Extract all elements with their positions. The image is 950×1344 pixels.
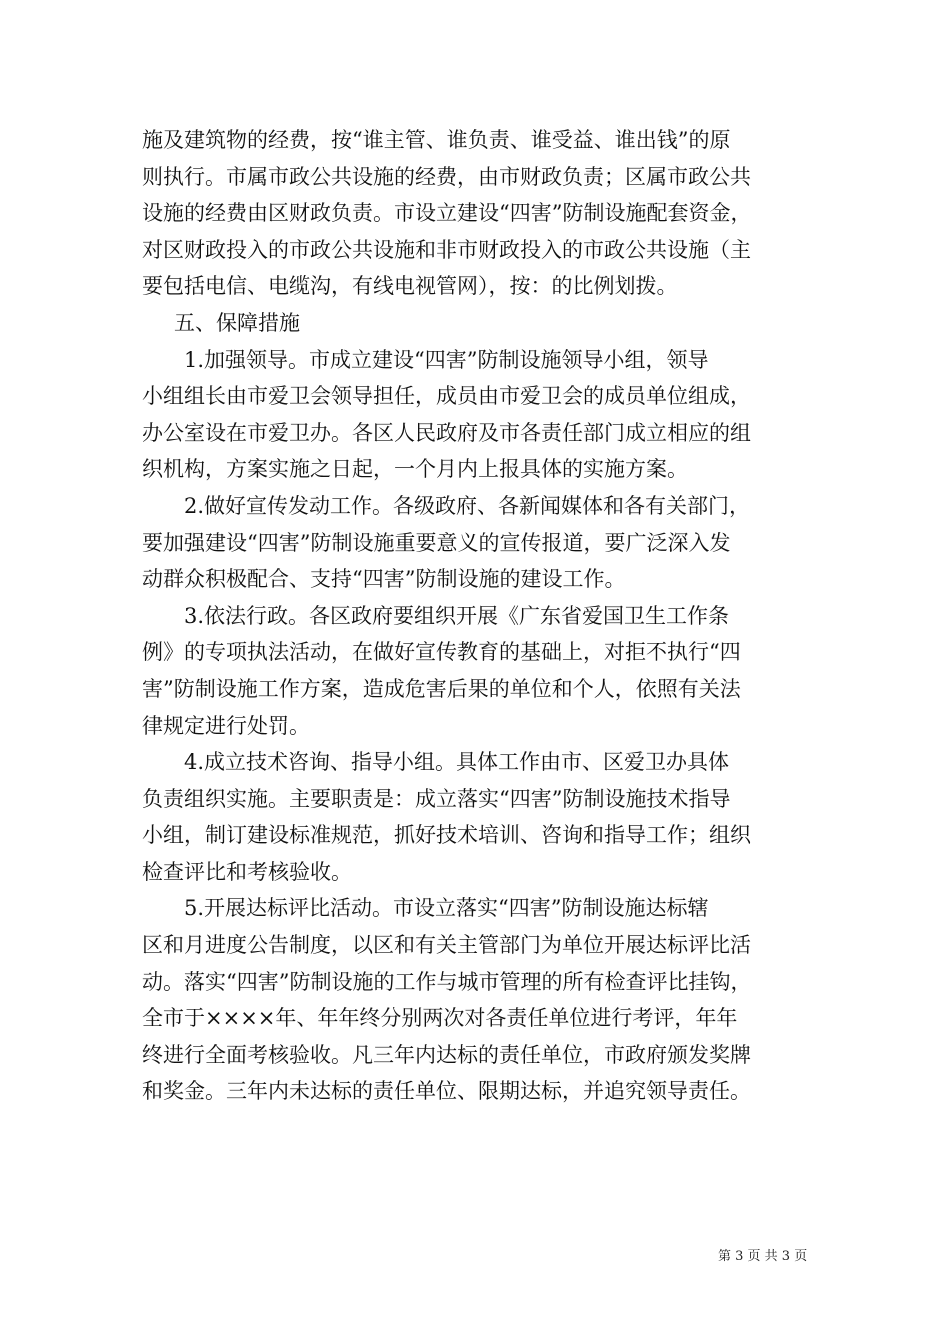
paragraph-first-line: 2.做好宣传发动工作。各级政府、各新闻媒体和各有关部门， xyxy=(184,493,751,518)
text-line: 对区财政投入的市政公共设施和非市财政投入的市政公共设施（主 xyxy=(142,237,751,262)
text-line: 办公室设在市爱卫办。各区人民政府及市各责任部门成立相应的组 xyxy=(142,420,751,445)
page-number: 第 3 页 共 3 页 xyxy=(718,1249,808,1264)
text-line: 施及建筑物的经费，按“谁主管、谁负责、谁受益、谁出钱”的原 xyxy=(142,128,731,152)
text-line: 则执行。市属市政公共设施的经费，由市财政负责；区属市政公共 xyxy=(142,164,751,189)
text-line: 设施的经费由区财政负责。市设立建设“四害”防制设施配套资金， xyxy=(142,201,752,226)
section-heading: 五、保障措施 xyxy=(174,310,300,335)
text-line: 例》的专项执法活动，在做好宣传教育的基础上，对拒不执行“四 xyxy=(142,640,741,665)
text-line: 织机构，方案实施之日起，一个月内上报具体的实施方案。 xyxy=(142,457,688,482)
text-line: 负责组织实施。主要职责是：成立落实“四害”防制设施技术指导 xyxy=(142,786,731,811)
text-line: 动。落实“四害”防制设施的工作与城市管理的所有检查评比挂钩， xyxy=(142,969,752,994)
paragraph-first-line: 5.开展达标评比活动。市设立落实“四害”防制设施达标辖 xyxy=(184,896,709,921)
text-line: 小组，制订建设标准规范，抓好技术培训、咨询和指导工作；组织 xyxy=(142,823,751,848)
text-line: 要加强建设“四害”防制设施重要意义的宣传报道，要广泛深入发 xyxy=(142,530,731,555)
paragraph-first-line: 4.成立技术咨询、指导小组。具体工作由市、区爱卫办具体 xyxy=(184,750,730,775)
text-line: 要包括电信、电缆沟，有线电视管网），按：的比例划拨。 xyxy=(142,274,678,299)
text-line: 律规定进行处罚。 xyxy=(142,713,310,738)
text-line: 小组组长由市爱卫会领导担任，成员由市爱卫会的成员单位组成， xyxy=(142,384,751,409)
text-line: 检查评比和考核验收。 xyxy=(142,859,352,884)
text-line: 全市于××××年、年年终分别两次对各责任单位进行考评，年年 xyxy=(142,1006,738,1031)
paragraph-first-line: 3.依法行政。各区政府要组织开展《广东省爱国卫生工作条 xyxy=(184,603,730,628)
text-line: 区和月进度公告制度，以区和有关主管部门为单位开展达标评比活 xyxy=(142,933,751,958)
text-line: 动群众积极配合、支持“四害”防制设施的建设工作。 xyxy=(142,567,626,592)
text-line: 和奖金。三年内未达标的责任单位、限期达标，并追究领导责任。 xyxy=(142,1079,751,1104)
document-body xyxy=(142,122,814,1110)
text-line: 终进行全面考核验收。凡三年内达标的责任单位，市政府颁发奖牌 xyxy=(142,1042,751,1067)
paragraph-first-line: 1.加强领导。市成立建设“四害”防制设施领导小组，领导 xyxy=(184,347,709,372)
text-line: 害”防制设施工作方案，造成危害后果的单位和个人，依照有关法 xyxy=(142,676,741,701)
